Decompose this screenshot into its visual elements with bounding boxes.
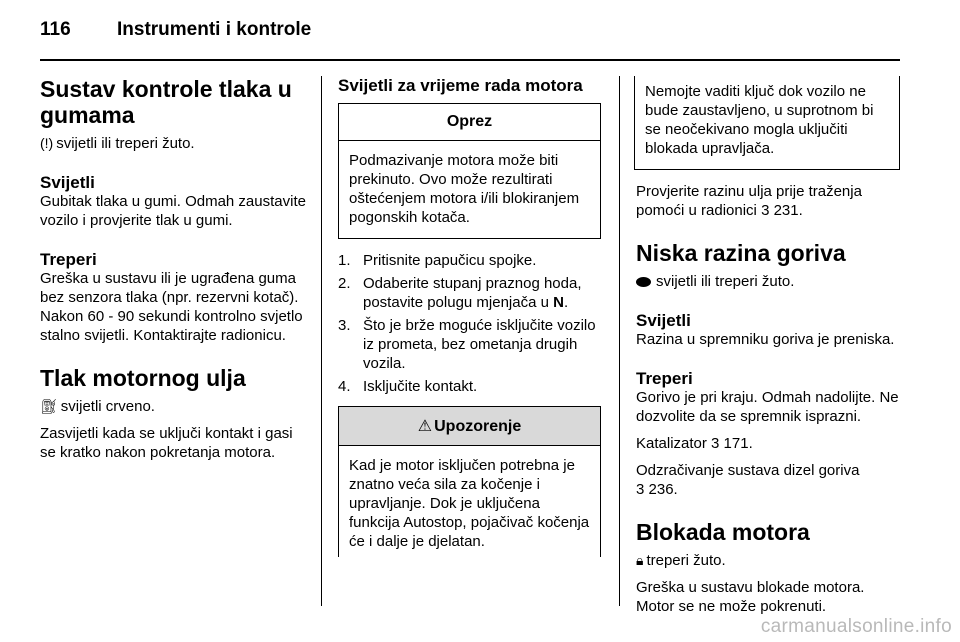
section-title-low-fuel: Niska razina goriva [636,240,846,266]
subheading-lights: Svijetli [40,173,95,192]
steps-list [338,251,601,396]
watermark: carmanualsonline.info [760,616,952,637]
section-title-tyre-pressure: Sustav kontrole tlaka u gumama [40,76,292,128]
section-title-immobiliser: Blokada motora [636,519,810,545]
chapter-title: Instrumenti i kontrole [117,19,312,40]
column-divider-2 [619,76,620,606]
warning-header [339,407,600,446]
immobiliser-intro: 🔒︎ treperi žuto. [636,552,726,569]
page-header [40,19,900,41]
catalyst-reference: Katalizator 3 171. [636,435,753,452]
list-item: 2. Odaberite stupanj praznog hoda, postavite polugu mjenjača u N. [338,275,582,311]
warning-text: Kad je motor isključen potrebna je znatno veća sila za kočenje i upravljanje. Dok je uključena funkcija Autostop, pojačivač kočenja će i dalje je djelatan. [349,457,590,550]
list-item: 4. Isključite kontakt. [338,378,478,395]
tyre-flashes-text: Greška u sustavu ili je ugrađena guma bez senzora tlaka (npr. rezervni kotač). Nakon 60 - 90 sekundi kontrolno svjetlo stalno svijetli. Kontaktirajte radionicu. [40,270,303,344]
column-1 [40,76,306,462]
oil-can-icon: ⛽︎ [40,398,58,414]
list-item: 3. Što je brže moguće isključite vozilo iz prometa, bez ometanja drugih vozila. [338,317,596,372]
caution-label: Oprez [339,104,600,141]
warning-triangle-icon: ⚠ [417,418,433,435]
column-2 [338,76,601,557]
warning-continued-text: Nemojte vaditi ključ dok vozilo ne bude zaustavljeno, u suprotnom bi se neočekivano mogla uključiti blokada upravljača. [645,83,874,157]
page-reference: 3 231. [761,202,803,219]
list-item: 1. Pritisnite papučicu spojke. [338,252,537,269]
section-title-oil-pressure: Tlak motornog ulja [40,365,246,391]
subheading-flashes: Treperi [40,250,97,269]
tyre-lights-text: Gubitak tlaka u gumi. Odmah zaustavite vozilo i provjerite tlak u gumi. [40,193,306,229]
oil-pressure-intro: ⛽︎ svijetli crveno. [40,398,155,415]
caution-box [338,103,601,239]
caution-text: Podmazivanje motora može biti prekinuto. Ovo može rezultirati oštećenjem motora i/ili blokiranjem pogonskih kotača. [349,152,580,226]
check-oil-text: Provjerite razinu ulja prije traženja pomoći u radionici 3 231. [636,183,862,219]
column-divider-1 [321,76,322,606]
gear-neutral: N [553,294,564,311]
fuel-low-icon [636,277,651,287]
fuel-flashes-text: Gorivo je pri kraju. Odmah nadolijte. Ne dozvolite da se spremnik isprazni. [636,389,899,425]
header-rule [40,59,900,61]
diesel-bleed-reference: Odzračivanje sustava dizel goriva 3 236. [636,462,860,498]
tyre-pressure-icon: (!) [40,135,54,151]
page-reference: 3 236. [636,481,678,498]
warning-box-continued [634,76,900,170]
immobiliser-text: Greška u sustavu blokade motora. Motor se ne može pokrenuti. [636,579,865,615]
page-reference: 3 171. [711,435,753,452]
warning-box [338,406,601,557]
subheading-flashes: Treperi [636,369,693,388]
low-fuel-intro: svijetli ili treperi žuto. [636,272,902,291]
warning-label: Upozorenje [434,418,522,435]
tyre-pressure-intro: (!) svijetli ili treperi žuto. [40,135,195,152]
column-3 [636,76,902,616]
fuel-lights-text: Razina u spremniku goriva je preniska. [636,331,895,348]
subheading-lights: Svijetli [636,311,691,330]
section-title-engine-running: Svijetli za vrijeme rada motora [338,76,583,95]
oil-pressure-text: Zasvijetli kada se uključi kontakt i gasi se kratko nakon pokretanja motora. [40,425,293,461]
page-number: 116 [40,19,71,40]
immobiliser-icon: 🔒︎ [636,552,644,568]
